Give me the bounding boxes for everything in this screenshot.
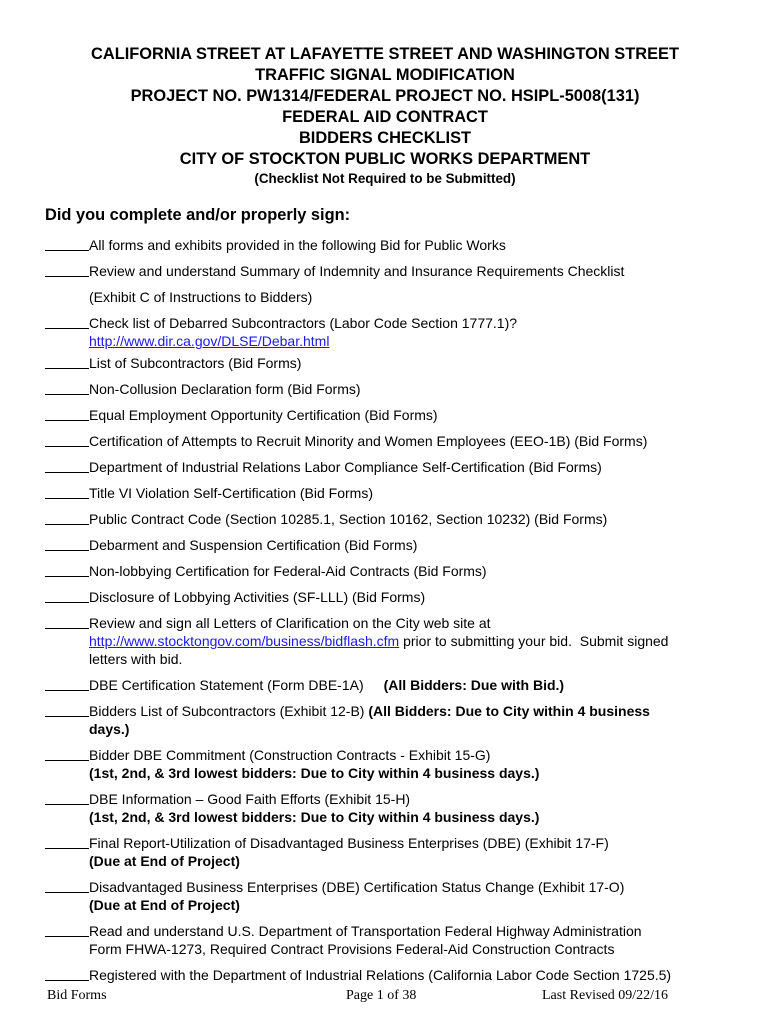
checklist-prompt: Did you complete and/or properly sign:: [45, 206, 351, 224]
checklist-item: Disclosure of Lobbying Activities (SF-LLL) (Bid Forms): [45, 588, 735, 606]
checklist-item: Review and understand Summary of Indemnity and Insurance Requirements Checklist (Exhibit C of Instructions to Bidders): [45, 262, 735, 306]
checkbox-blank[interactable]: [45, 746, 89, 761]
checkbox-blank[interactable]: [45, 406, 89, 421]
checklist-item: DBE Information – Good Faith Efforts (Exhibit 15-H) (1st, 2nd, & 3rd lowest bidders: Due to City within 4 business days.): [45, 790, 735, 826]
checklist-item: Review and sign all Letters of Clarification on the City web site at http://www.stocktongov.com/business/bidflash.cfm prior to submitting your bid. Submit signed letters with bid.: [45, 614, 735, 668]
checkbox-blank[interactable]: [45, 834, 89, 849]
checkbox-blank[interactable]: [45, 676, 89, 691]
checklist-item: Read and understand U.S. Department of Transportation Federal Highway Administration Form FHWA-1273, Required Contract Provisions Federal-Aid Construction Contracts: [45, 922, 735, 958]
checklist-item: Equal Employment Opportunity Certification (Bid Forms): [45, 406, 735, 424]
checkbox-blank[interactable]: [45, 236, 89, 251]
checklist-item: Disadvantaged Business Enterprises (DBE) Certification Status Change (Exhibit 17-O) (Due at End of Project): [45, 878, 735, 914]
checklist-item: List of Subcontractors (Bid Forms): [45, 354, 735, 372]
checklist-item: Debarment and Suspension Certification (Bid Forms): [45, 536, 735, 554]
checkbox-blank[interactable]: [45, 790, 89, 805]
header-line-1: CALIFORNIA STREET AT LAFAYETTE STREET AND WASHINGTON STREET: [91, 45, 679, 63]
header-line-2: TRAFFIC SIGNAL MODIFICATION: [255, 66, 515, 84]
header-line-5: BIDDERS CHECKLIST: [298, 129, 472, 147]
page-footer: [0, 988, 770, 1008]
checklist: [45, 234, 735, 984]
checklist-item: Public Contract Code (Section 10285.1, Section 10162, Section 10232) (Bid Forms): [45, 510, 735, 528]
header-subtitle: (Checklist Not Required to be Submitted): [254, 171, 516, 186]
checklist-item: Non-lobbying Certification for Federal-Aid Contracts (Bid Forms): [45, 562, 735, 580]
checklist-item: Non-Collusion Declaration form (Bid Forms): [45, 380, 735, 398]
checkbox-blank[interactable]: [45, 314, 89, 329]
footer-left: Bid Forms: [47, 988, 107, 1003]
checklist-item: Check list of Debarred Subcontractors (Labor Code Section 1777.1)? http://www.dir.ca.gov/DLSE/Debar.html: [45, 314, 735, 350]
checklist-item: Certification of Attempts to Recruit Minority and Women Employees (EEO-1B) (Bid Forms): [45, 432, 735, 450]
header-line-3: PROJECT NO. PW1314/FEDERAL PROJECT NO. HSIPL-5008(131): [130, 87, 640, 105]
revision-date: Last Revised 09/22/16: [542, 988, 668, 1003]
checkbox-blank[interactable]: [45, 562, 89, 577]
bidflash-link[interactable]: http://www.stocktongov.com/business/bidflash.cfm: [89, 633, 400, 649]
header-line-6: CITY OF STOCKTON PUBLIC WORKS DEPARTMENT: [179, 150, 591, 168]
checklist-item: Final Report-Utilization of Disadvantaged Business Enterprises (DBE) (Exhibit 17-F) (Due at End of Project): [45, 834, 735, 870]
checklist-item: All forms and exhibits provided in the following Bid for Public Works: [45, 236, 735, 254]
checkbox-blank[interactable]: [45, 354, 89, 369]
checkbox-blank[interactable]: [45, 922, 89, 937]
debar-link[interactable]: http://www.dir.ca.gov/DLSE/Debar.html: [89, 333, 330, 349]
checklist-item: Bidders List of Subcontractors (Exhibit 12-B) (All Bidders: Due to City within 4 business days.): [45, 702, 735, 738]
checkbox-blank[interactable]: [45, 588, 89, 603]
checkbox-blank[interactable]: [45, 484, 89, 499]
checklist-item: Registered with the Department of Industrial Relations (California Labor Code Section 1725.5): [45, 966, 735, 984]
header-line-4: FEDERAL AID CONTRACT: [282, 108, 488, 126]
checkbox-blank[interactable]: [45, 702, 89, 717]
checkbox-blank[interactable]: [45, 536, 89, 551]
page-number: Page 1 of 38: [346, 988, 417, 1003]
checklist-item: DBE Certification Statement (Form DBE-1A) (All Bidders: Due with Bid.): [45, 676, 735, 694]
checkbox-blank[interactable]: [45, 614, 89, 629]
checkbox-blank[interactable]: [45, 878, 89, 893]
checkbox-blank[interactable]: [45, 510, 89, 525]
checkbox-blank[interactable]: [45, 262, 89, 277]
checklist-item: Bidder DBE Commitment (Construction Contracts - Exhibit 15-G) (1st, 2nd, & 3rd lowest bidders: Due to City within 4 business days.): [45, 746, 735, 782]
checklist-item: Title VI Violation Self-Certification (Bid Forms): [45, 484, 735, 502]
checkbox-blank[interactable]: [45, 380, 89, 395]
checkbox-blank[interactable]: [45, 966, 89, 981]
checkbox-blank[interactable]: [45, 458, 89, 473]
checklist-item: Department of Industrial Relations Labor Compliance Self-Certification (Bid Forms): [45, 458, 735, 476]
checkbox-blank[interactable]: [45, 432, 89, 447]
document-header: [0, 44, 770, 188]
